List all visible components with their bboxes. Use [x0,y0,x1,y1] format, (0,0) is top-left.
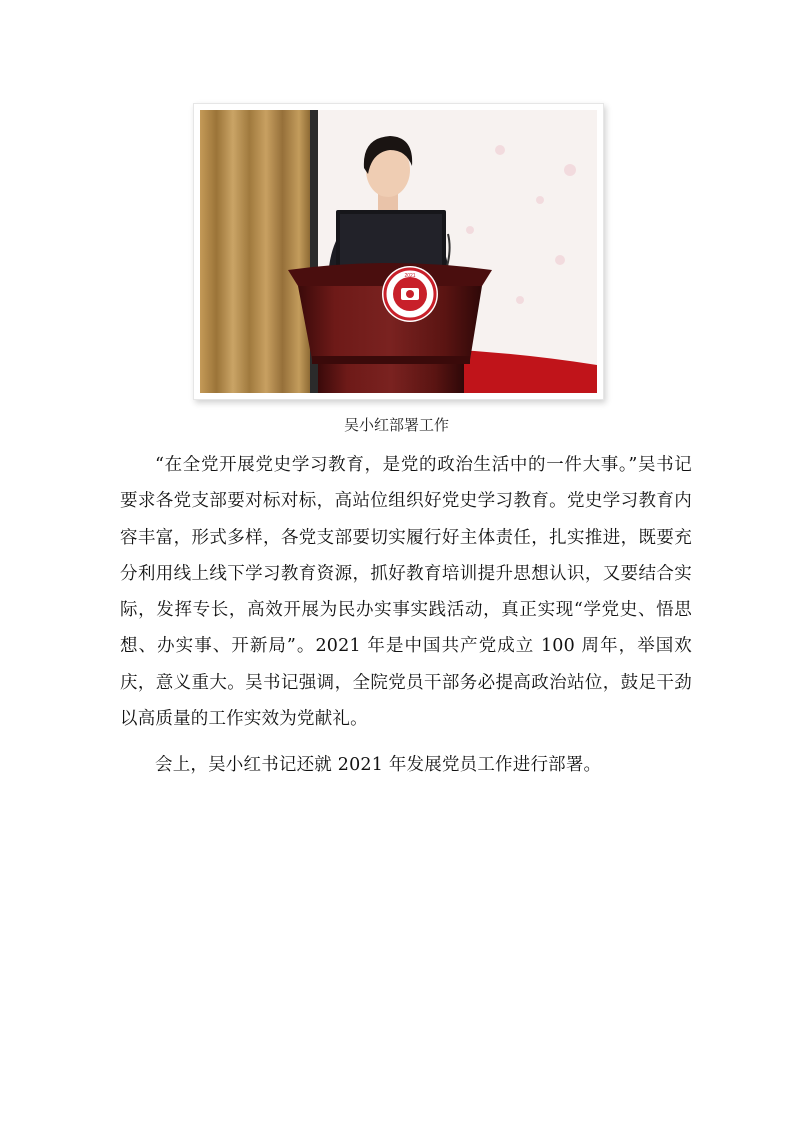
paragraph-1: “在全党开展党史学习教育，是党的政治生活中的一件大事。”吴书记要求各党支部要对标对标，高站位组织好党史学习教育。党史学习教育内容丰富，形式多样，各党支部要切实履行好主体责任，扎实推进，既要充分利用线上线下学习教育资源，抓好教育培训提升思想认识，又要结合实际，发挥专长，高效开展为民办实事实践活动，真正实现“学党史、悟思想、办实事、开新局”。2021 年是中国共产党成立 100 周年，举国欢庆，意义重大。吴书记强调，全院党员干部务必提高政治站位，鼓足干劲以高质量的工作实效为党献礼。 [120,455,692,730]
emblem-text: 2021 [404,273,416,279]
speaker-photo [200,110,597,393]
photo-caption: 吴小红部署工作 [343,416,449,434]
photo-frame [193,103,604,400]
article-body [120,447,692,784]
paragraph-2: 会上，吴小红书记还就 2021 年发展党员工作进行部署。 [155,755,602,776]
